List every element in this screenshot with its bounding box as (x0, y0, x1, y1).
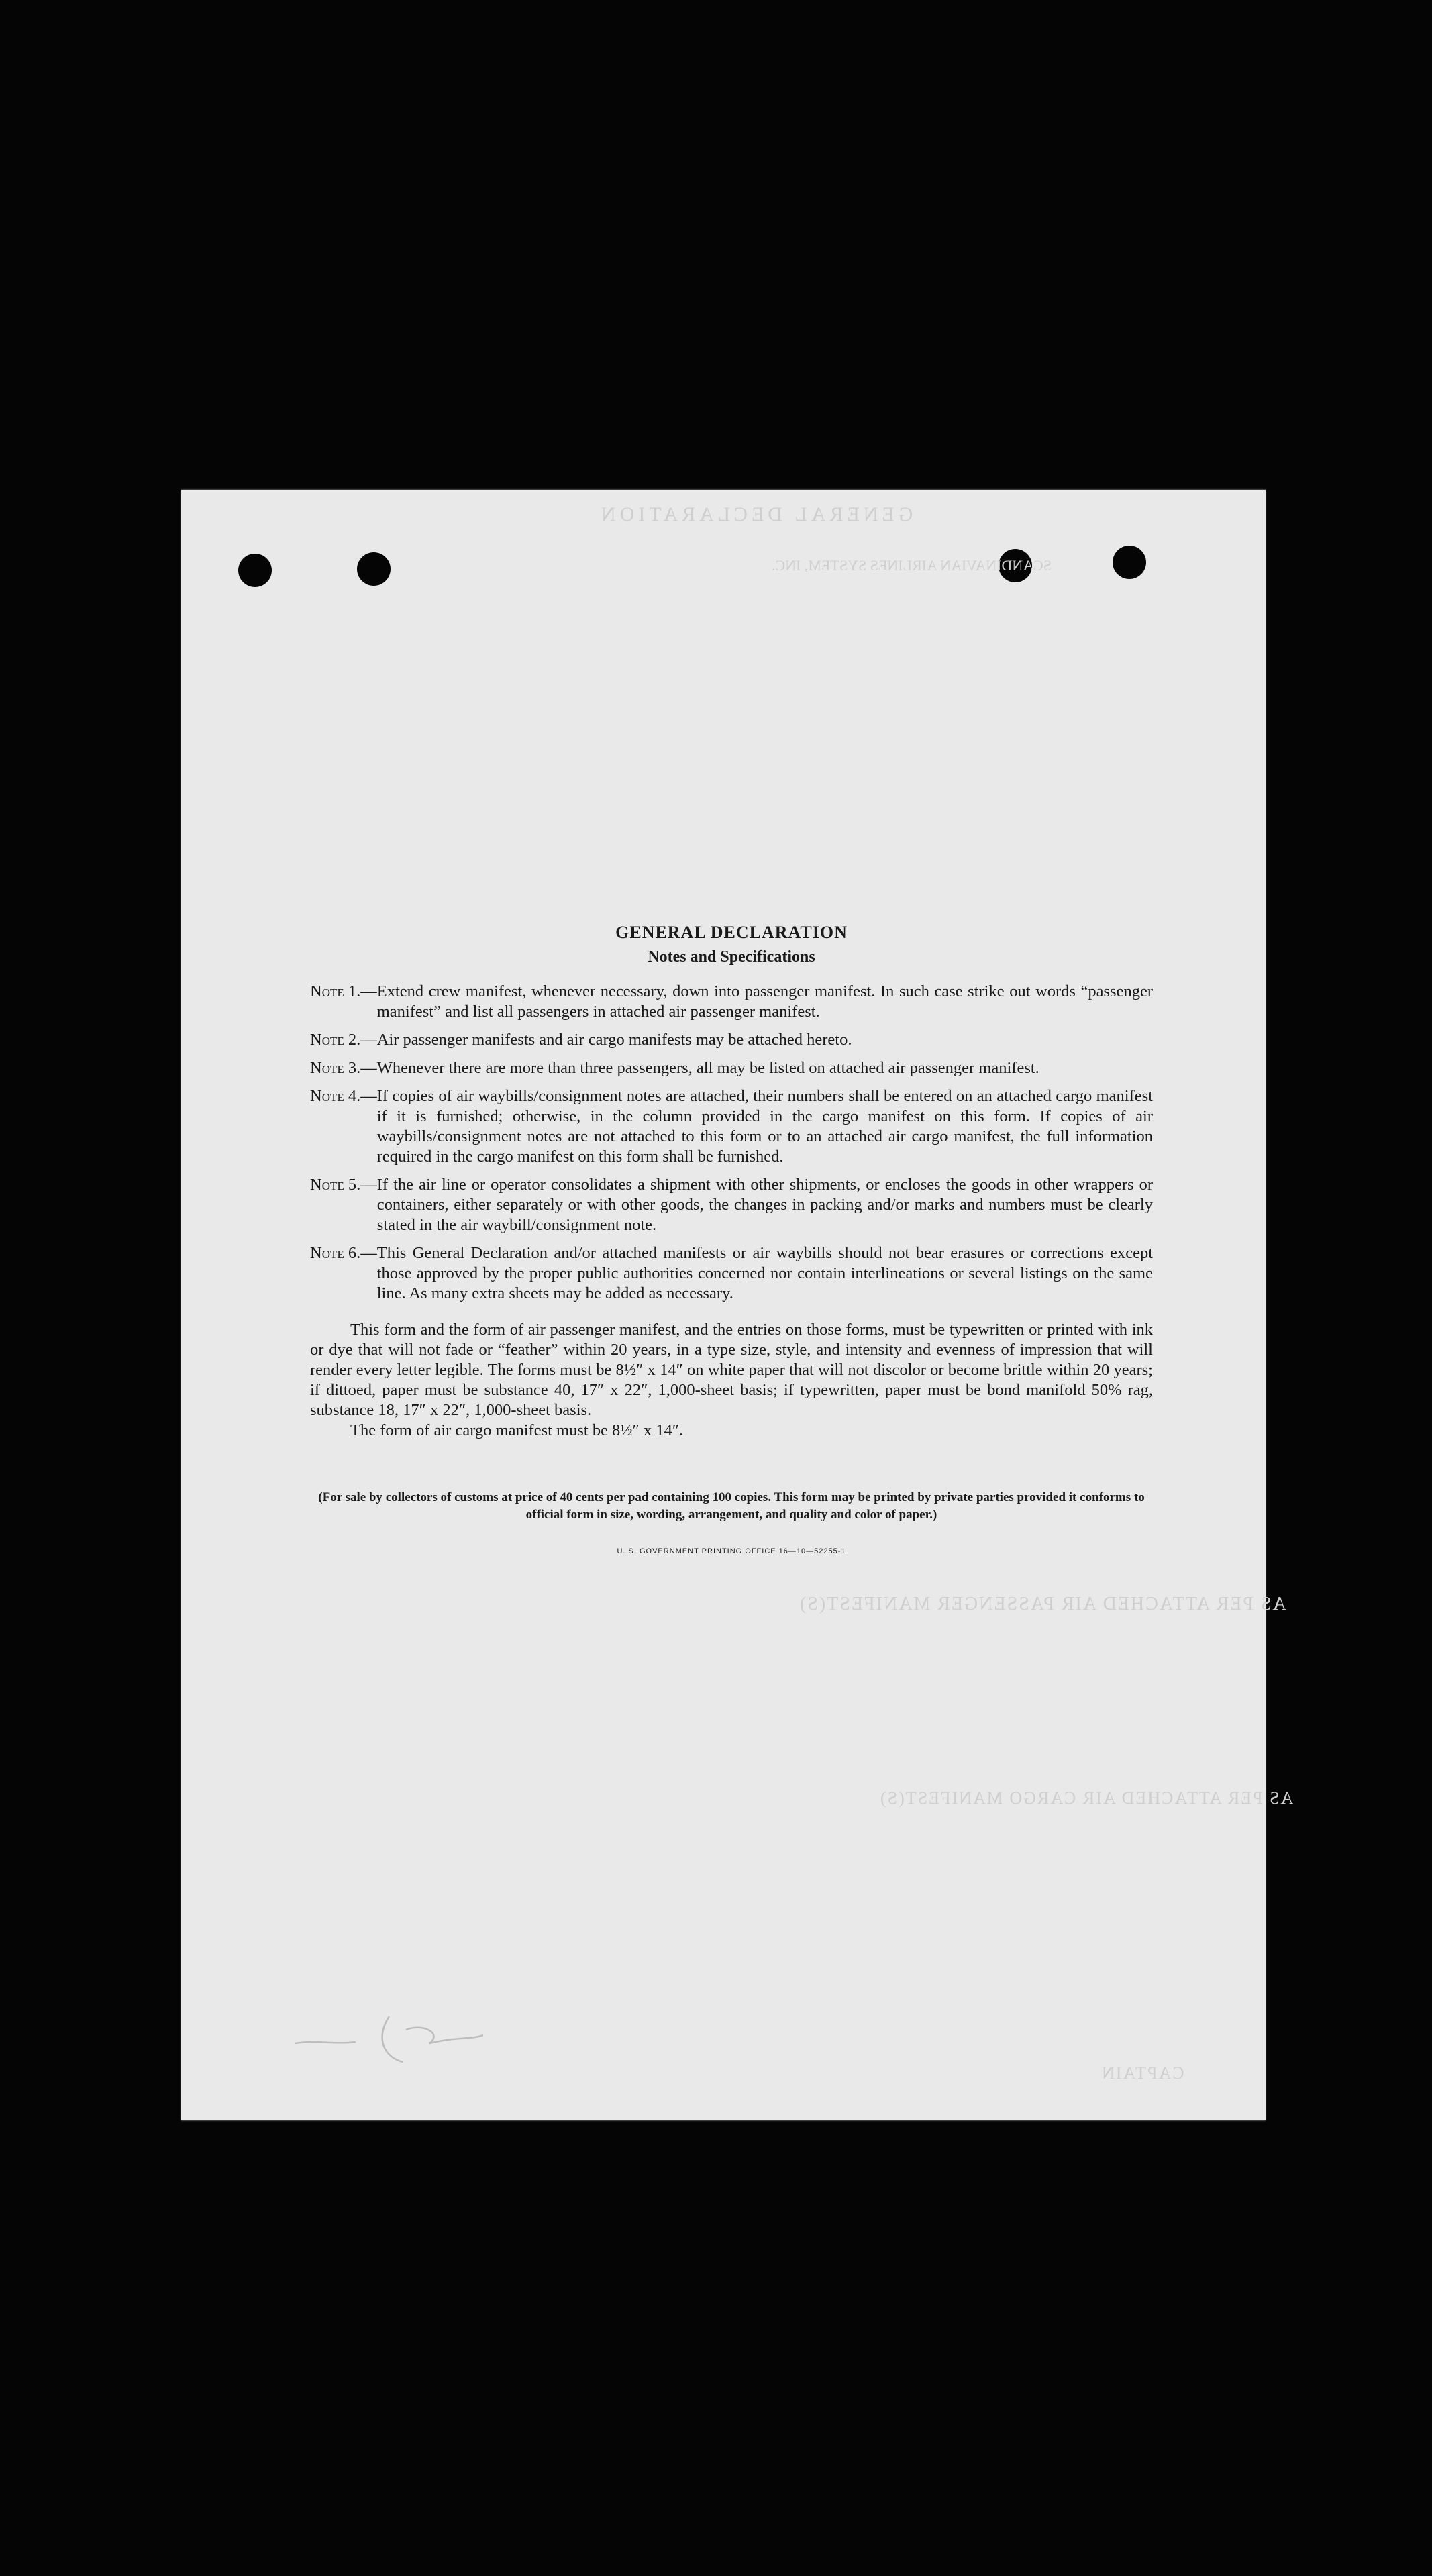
note-3 (310, 1058, 1153, 1078)
note-text: If copies of air waybills/consignment notes are attached, their numbers shall be entered on an attached cargo manifest if it is furnished; otherwise, in the column provided in the cargo manifest on this form. If copies of air waybills/consignment notes are not attached to this form or to an attached air cargo manifest, the full information required in the cargo manifest on this form shall be furnished. (376, 1087, 1153, 1166)
bleed-header: GENERAL DECLARATION (597, 503, 913, 525)
punch-hole-left-2 (357, 552, 391, 586)
document-subtitle: Notes and Specifications (648, 948, 815, 966)
note-4 (310, 1086, 1153, 1167)
bleed-passenger-manifest: AS PER ATTACHED AIR PASSENGER MANIFEST(S) (799, 1594, 1286, 1614)
note-label: Note 6.— (310, 1244, 377, 1262)
bleed-airline: SCANDINAVIAN AIRLINES SYSTEM, INC. (772, 557, 1052, 574)
printing-office-imprint: U. S. GOVERNMENT PRINTING OFFICE 16—10—52255-1 (617, 1547, 846, 1555)
note-label: Note 4.— (310, 1087, 377, 1105)
punch-hole-right-2 (1113, 546, 1146, 579)
note-2 (310, 1030, 1153, 1050)
note-text: Air passenger manifests and air cargo manifests may be attached hereto. (376, 1031, 852, 1049)
bleed-captain: CAPTAIN (1101, 2063, 1184, 2083)
paper-specification-paragraph: This form and the form of air passenger manifest, and the entries on those forms, must be typewritten or printed with ink or dye that will not fade or “feather” within 20 years, in a type size, style, and intensity and evenness of impression that will render every letter legible. The forms must be 8½″ x 14″ on white paper that will not discolor or become brittle within 20 years; if dittoed, paper must be substance 40, 17″ x 22″, 1,000-sheet basis; if typewritten, paper must be bond manifold 50% rag, substance 18, 17″ x 22″, 1,000-sheet basis. (310, 1321, 1153, 1419)
document-sheet (181, 490, 1294, 2120)
bleed-cargo-manifest: AS PER ATTACHED AIR CARGO MANIFEST(S) (879, 1788, 1294, 1808)
punch-hole-left-1 (238, 554, 272, 587)
cargo-manifest-size-line: The form of air cargo manifest must be 8½″ x 14″. (350, 1421, 684, 1439)
note-text: If the air line or operator consolidates a shipment with other shipments, or encloses the goods in other wrappers or containers, either separately or with other goods, the changes in packing and/or marks and numbers must be clearly stated in the air waybill/consignment note. (376, 1176, 1153, 1234)
note-label: Note 5.— (310, 1176, 377, 1194)
note-1 (310, 982, 1153, 1022)
note-text: Whenever there are more than three passengers, all may be listed on attached air passenger manifest. (376, 1059, 1039, 1077)
note-label: Note 3.— (310, 1059, 377, 1077)
sale-notice: (For sale by collectors of customs at price of 40 cents per pad containing 100 copies. This form may be printed by private parties provided it conforms to official form in size, wording, arrangement, and quality and color of paper.) (318, 1490, 1145, 1522)
note-text: Extend crew manifest, whenever necessary, down into passenger manifest. In such case strike out words “passenger manifest” and list all passengers in attached air passenger manifest. (376, 982, 1153, 1021)
note-label: Note 2.— (310, 1031, 377, 1049)
note-label: Note 1.— (310, 982, 377, 1000)
note-5 (310, 1175, 1153, 1235)
note-6 (310, 1243, 1153, 1304)
signature-mark (289, 2003, 490, 2063)
document-title: GENERAL DECLARATION (615, 923, 848, 942)
notes-section (310, 923, 1153, 1561)
note-text: This General Declaration and/or attached manifests or air waybills should not bear erasures or corrections except those approved by the proper public authorities concerned nor contain interlineations or several listings on the same line. As many extra sheets may be added as necessary. (376, 1244, 1153, 1302)
